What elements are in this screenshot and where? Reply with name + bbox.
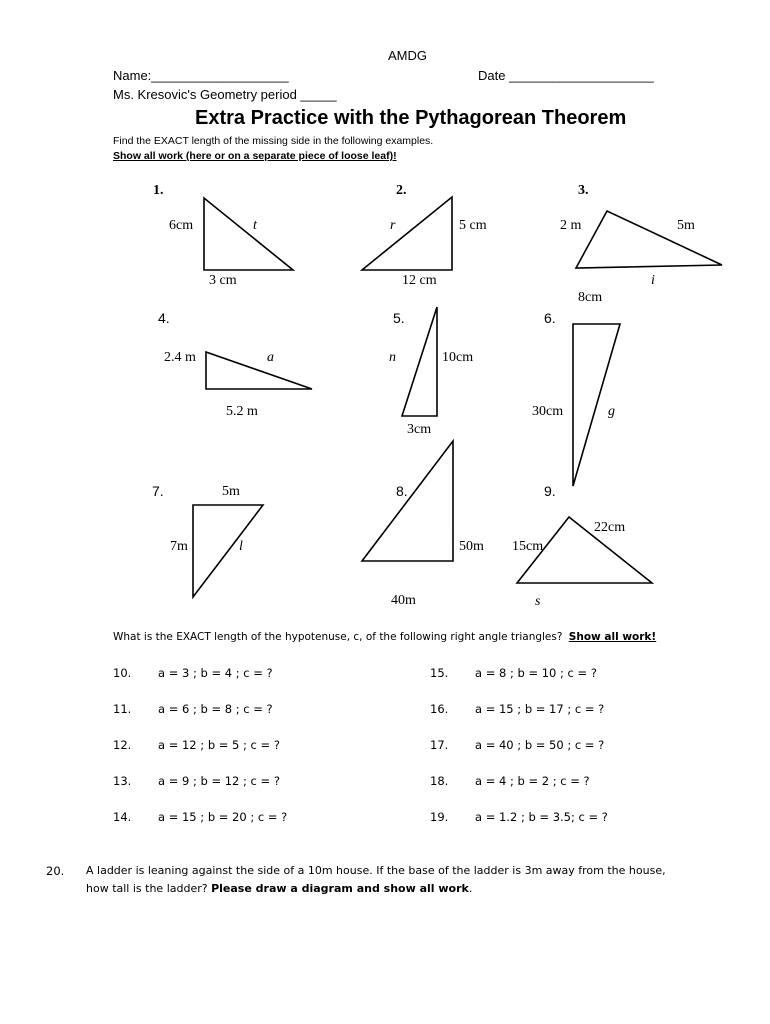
triangle-3-number: 3. <box>578 183 589 198</box>
problem-number: 15. <box>430 666 449 680</box>
triangle-1-label: t <box>253 218 257 233</box>
triangle-4-number: 4. <box>158 310 170 326</box>
amdg-heading: AMDG <box>388 48 427 63</box>
problem-number: 18. <box>430 774 449 788</box>
triangle-7-label: 5m <box>222 484 240 499</box>
page-title: Extra Practice with the Pythagorean Theorem <box>195 107 627 129</box>
problem-20-number: 20. <box>46 864 65 878</box>
triangle-5-number: 5. <box>393 310 405 326</box>
triangle-8 <box>362 441 453 561</box>
triangle-8-label: 40m <box>391 593 416 608</box>
problem-number: 12. <box>113 738 132 752</box>
triangle-5 <box>402 307 437 416</box>
triangle-3-label: 8cm <box>578 290 603 305</box>
triangle-4 <box>206 352 312 389</box>
triangle-2-number: 2. <box>396 183 407 198</box>
problem-text: a = 12 ; b = 5 ; c = ? <box>158 738 280 752</box>
problem-text: a = 1.2 ; b = 3.5; c = ? <box>475 810 608 824</box>
teacher-period-line[interactable]: Ms. Kresovic's Geometry period _____ <box>113 87 337 102</box>
triangle-6-label: g <box>608 404 615 419</box>
triangle-1 <box>204 198 293 270</box>
date-field[interactable]: Date ____________________ <box>478 68 654 83</box>
triangle-6-label: 30cm <box>532 404 564 419</box>
triangle-3 <box>576 211 722 268</box>
problem-text: a = 15 ; b = 17 ; c = ? <box>475 702 605 716</box>
triangle-1-label: 6cm <box>169 218 194 233</box>
problem-number: 16. <box>430 702 449 716</box>
name-field[interactable]: Name:___________________ <box>113 68 289 83</box>
problem-number: 10. <box>113 666 132 680</box>
triangle-7-number: 7. <box>152 483 164 499</box>
problem-text: a = 9 ; b = 12 ; c = ? <box>158 774 280 788</box>
triangle-3-label: 2 m <box>560 218 582 233</box>
triangle-9-label: 22cm <box>594 520 626 535</box>
problem-text: a = 8 ; b = 10 ; c = ? <box>475 666 597 680</box>
triangle-2-label: 12 cm <box>402 273 437 288</box>
section2-prompt-text: What is the EXACT length of the hypotenuse, c, of the following right angle triangles? <box>113 631 563 643</box>
instructions-line: Find the EXACT length of the missing side in the following examples. <box>113 135 434 147</box>
triangle-9-number: 9. <box>544 483 556 499</box>
triangle-2-label: r <box>390 218 396 233</box>
triangle-2-label: 5 cm <box>459 218 487 233</box>
triangle-7-label: l <box>239 539 243 554</box>
triangle-5-label: n <box>389 350 396 365</box>
problem-20-line2 <box>86 882 472 895</box>
problem-text: a = 3 ; b = 4 ; c = ? <box>158 666 273 680</box>
triangle-4-label: a <box>267 350 274 365</box>
problem-text: a = 6 ; b = 8 ; c = ? <box>158 702 273 716</box>
problem-number: 14. <box>113 810 132 824</box>
section2-show-work: Show all work! <box>568 631 657 643</box>
triangle-3-label: 5m <box>677 218 695 233</box>
triangle-8-label: 50m <box>459 539 484 554</box>
triangle-8-number: 8. <box>396 483 408 499</box>
show-work-instruction: Show all work (here or on a separate piece of loose leaf)! <box>113 150 397 162</box>
problem-20-line1: A ladder is leaning against the side of a 10m house. If the base of the ladder is 3m away from the house, <box>86 864 666 877</box>
triangle-4-label: 5.2 m <box>226 404 258 419</box>
section2-prompt <box>113 631 656 643</box>
problem-text: a = 4 ; b = 2 ; c = ? <box>475 774 590 788</box>
triangle-7-label: 7m <box>170 539 188 554</box>
triangle-4-label: 2.4 m <box>164 350 196 365</box>
problem-20-period: . <box>468 882 473 895</box>
triangle-1-label: 3 cm <box>209 273 237 288</box>
triangle-9-label: 15cm <box>512 539 544 554</box>
triangle-7 <box>193 505 263 597</box>
problem-number: 19. <box>430 810 449 824</box>
triangle-2 <box>362 197 452 270</box>
triangle-5-label: 10cm <box>442 350 474 365</box>
problem-number: 17. <box>430 738 449 752</box>
problem-20-question: how tall is the ladder? <box>86 882 208 895</box>
triangle-5-label: 3cm <box>407 422 432 437</box>
triangle-9-label: s <box>535 594 541 609</box>
problem-text: a = 40 ; b = 50 ; c = ? <box>475 738 605 752</box>
triangle-3-label: i <box>651 273 655 288</box>
problem-text: a = 15 ; b = 20 ; c = ? <box>158 810 288 824</box>
triangle-6-number: 6. <box>544 310 556 326</box>
problem-number: 11. <box>113 702 132 716</box>
problem-20-instruction: Please draw a diagram and show all work <box>211 882 469 895</box>
triangle-1-number: 1. <box>153 183 164 198</box>
problem-number: 13. <box>113 774 132 788</box>
